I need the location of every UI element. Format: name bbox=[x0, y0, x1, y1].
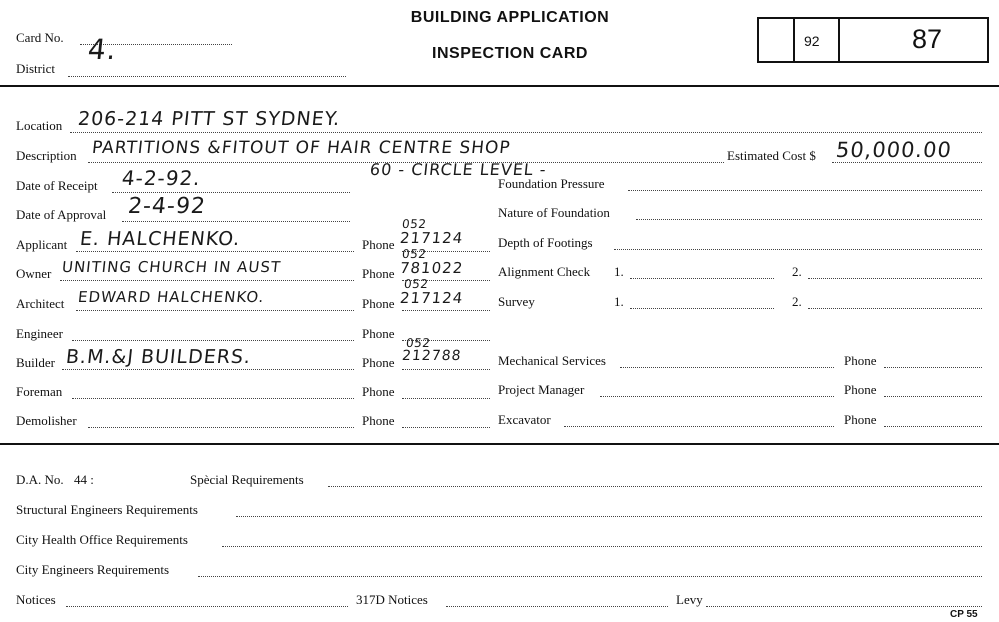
date-approval-label: Date of Approval bbox=[16, 207, 107, 222]
demolisher-line bbox=[88, 427, 354, 428]
architect-phone-line bbox=[402, 310, 490, 311]
card-no-label: Card No. bbox=[16, 30, 64, 45]
excavator-phone-label: Phone bbox=[844, 412, 877, 427]
card-no-value: 4. bbox=[86, 33, 119, 66]
builder-phone-label: Phone bbox=[362, 355, 395, 370]
city-engineers-label: City Engineers Requirements bbox=[16, 562, 170, 577]
demolisher-phone-label: Phone bbox=[362, 413, 395, 428]
foundation-pressure-line bbox=[628, 190, 982, 191]
notices-317d-label: 317D Notices bbox=[356, 592, 428, 607]
levy-label: Levy bbox=[676, 592, 703, 607]
health-label: City Health Office Requirements bbox=[16, 532, 188, 547]
description-label: Description bbox=[16, 148, 77, 163]
card-number-box-divider-a bbox=[793, 17, 795, 63]
mechanical-phone-label: Phone bbox=[844, 353, 877, 368]
alignment-one-line bbox=[630, 278, 774, 279]
builder-label: Builder bbox=[16, 355, 55, 370]
estimated-cost-line bbox=[832, 162, 982, 163]
owner-phone-prefix: 052 bbox=[401, 247, 428, 261]
details-rule bbox=[0, 443, 999, 445]
applicant-value: E. HALCHENKO. bbox=[78, 228, 242, 250]
alignment-check-label: Alignment Check bbox=[498, 264, 591, 279]
date-approval-value: 2-4-92 bbox=[126, 194, 208, 219]
notices-line bbox=[66, 606, 348, 607]
owner-label: Owner bbox=[16, 266, 52, 281]
builder-value: B.M.&J BUILDERS. bbox=[64, 346, 253, 368]
nature-foundation-label: Nature of Foundation bbox=[498, 205, 610, 220]
excavator-phone-line bbox=[884, 426, 982, 427]
description-value-line2: 60 - CIRCLE LEVEL - bbox=[369, 160, 548, 179]
structural-label: Structural Engineers Requirements bbox=[16, 502, 198, 517]
district-label: District bbox=[16, 61, 55, 76]
builder-phone-prefix: 052 bbox=[405, 336, 432, 350]
applicant-phone-prefix: 052 bbox=[401, 217, 428, 231]
depth-footings-label: Depth of Footings bbox=[498, 235, 593, 250]
city-engineers-line bbox=[198, 576, 982, 577]
architect-label: Architect bbox=[16, 296, 65, 311]
architect-phone-value: 217124 bbox=[399, 289, 465, 307]
alignment-two-label: 2. bbox=[792, 264, 802, 279]
foreman-line bbox=[72, 398, 354, 399]
district-line bbox=[68, 76, 346, 77]
date-approval-line bbox=[122, 221, 350, 222]
demolisher-label: Demolisher bbox=[16, 413, 77, 428]
architect-line bbox=[76, 310, 354, 311]
applicant-line bbox=[76, 251, 354, 252]
architect-phone-prefix: 052 bbox=[403, 277, 430, 291]
title-line1: BUILDING APPLICATION bbox=[410, 9, 610, 26]
health-line bbox=[222, 546, 982, 547]
builder-line bbox=[62, 369, 354, 370]
notices-label: Notices bbox=[16, 592, 56, 607]
survey-label: Survey bbox=[498, 294, 535, 309]
survey-one-label: 1. bbox=[614, 294, 624, 309]
applicant-label: Applicant bbox=[16, 237, 68, 252]
owner-phone-label: Phone bbox=[362, 266, 395, 281]
title-line2: INSPECTION CARD bbox=[432, 45, 588, 62]
form-code: CP 55 bbox=[950, 609, 978, 620]
owner-phone-value: 781022 bbox=[399, 259, 465, 277]
builder-phone-value: 212788 bbox=[401, 348, 463, 364]
mechanical-line bbox=[620, 367, 834, 368]
project-manager-phone-label: Phone bbox=[844, 382, 877, 397]
special-requirements-line bbox=[328, 486, 982, 487]
engineer-line bbox=[72, 340, 354, 341]
card-number-box bbox=[757, 17, 989, 63]
demolisher-phone-line bbox=[402, 427, 490, 428]
engineer-label: Engineer bbox=[16, 326, 63, 341]
architect-phone-label: Phone bbox=[362, 296, 395, 311]
nature-foundation-line bbox=[636, 219, 982, 220]
foreman-phone-line bbox=[402, 398, 490, 399]
project-manager-label: Project Manager bbox=[498, 382, 585, 397]
engineer-phone-label: Phone bbox=[362, 326, 395, 341]
survey-two-label: 2. bbox=[792, 294, 802, 309]
location-line bbox=[70, 132, 982, 133]
structural-line bbox=[236, 516, 982, 517]
project-manager-line bbox=[600, 396, 834, 397]
notices-317d-line bbox=[446, 606, 668, 607]
description-value: PARTITIONS &FITOUT OF HAIR CENTRE SHOP bbox=[90, 138, 512, 158]
special-requirements-label: Spècial Requirements bbox=[190, 472, 304, 487]
alignment-one-label: 1. bbox=[614, 264, 624, 279]
survey-one-line bbox=[630, 308, 774, 309]
location-label: Location bbox=[16, 118, 63, 133]
da-no-value: 44 : bbox=[74, 472, 94, 487]
alignment-two-line bbox=[808, 278, 982, 279]
levy-line bbox=[706, 606, 982, 607]
mechanical-label: Mechanical Services bbox=[498, 353, 606, 368]
foreman-label: Foreman bbox=[16, 384, 63, 399]
depth-footings-line bbox=[614, 249, 982, 250]
applicant-phone-value: 217124 bbox=[399, 229, 465, 247]
date-receipt-label: Date of Receipt bbox=[16, 178, 98, 193]
mechanical-phone-line bbox=[884, 367, 982, 368]
foreman-phone-label: Phone bbox=[362, 384, 395, 399]
date-receipt-value: 4-2-92. bbox=[120, 166, 202, 190]
builder-phone-line bbox=[402, 369, 490, 370]
card-number: 87 bbox=[912, 24, 943, 54]
applicant-phone-label: Phone bbox=[362, 237, 395, 252]
excavator-line bbox=[564, 426, 834, 427]
header-rule bbox=[0, 85, 999, 87]
da-no-label: D.A. No. bbox=[16, 472, 64, 487]
owner-line bbox=[60, 280, 354, 281]
survey-two-line bbox=[808, 308, 982, 309]
estimated-cost-label: Estimated Cost $ bbox=[727, 148, 816, 163]
location-value: 206-214 PITT ST SYDNEY. bbox=[76, 108, 342, 130]
excavator-label: Excavator bbox=[498, 412, 551, 427]
estimated-cost-value: 50,000.00 bbox=[834, 138, 954, 162]
foundation-pressure-label: Foundation Pressure bbox=[498, 176, 605, 191]
card-number-box-divider-b bbox=[838, 17, 840, 63]
architect-value: EDWARD HALCHENKO. bbox=[77, 288, 266, 306]
project-manager-phone-line bbox=[884, 396, 982, 397]
owner-value: UNITING CHURCH IN AUST bbox=[61, 258, 283, 276]
date-receipt-line bbox=[112, 192, 350, 193]
card-year: 92 bbox=[804, 33, 820, 49]
